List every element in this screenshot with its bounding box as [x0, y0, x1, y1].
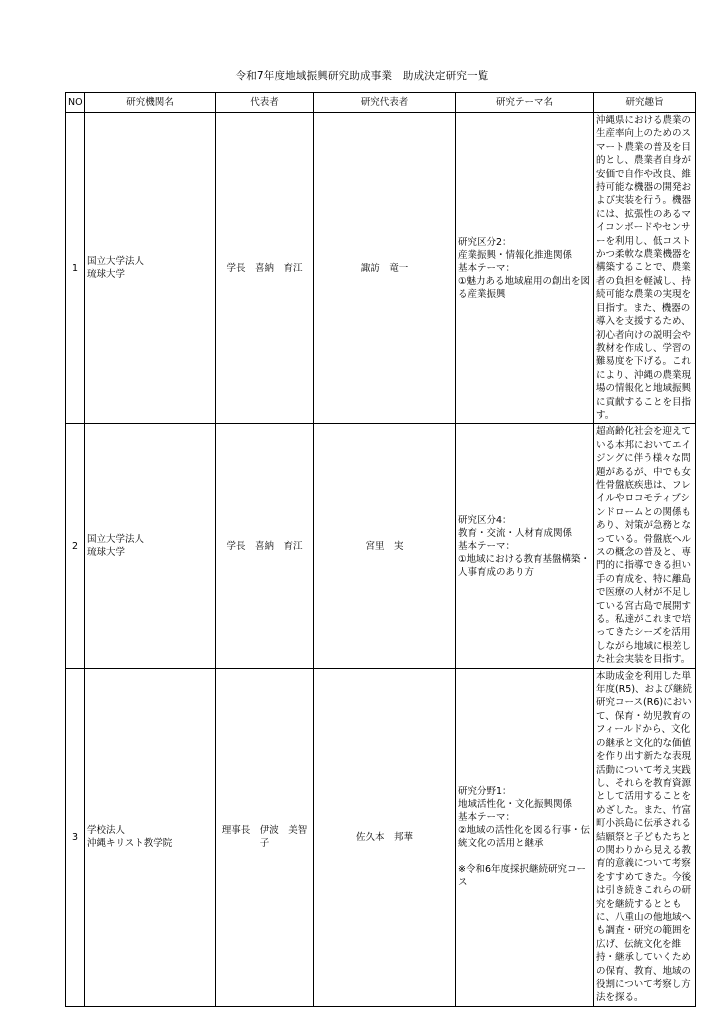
- row-representative: 学長 喜納 育江: [216, 113, 314, 424]
- header-theme: 研究テーマ名: [456, 93, 594, 113]
- row-lead-researcher: 佐久本 邦華: [314, 668, 456, 1006]
- table-header-row: [66, 93, 696, 113]
- row-no: 1: [66, 113, 85, 424]
- row-lead-researcher: 諏訪 竜一: [314, 113, 456, 424]
- header-representative: 代表者: [216, 93, 314, 113]
- row-summary: 超高齢化社会を迎えている本邦においてエイジングに伴う様々な問題があるが、中でも女性骨盤底疾患は、フレイルやロコモティブシンドロームとの関係もあり、対策が急務となっている。骨盤底ヘルスの概念の普及と、専門的に指導できる担い手の育成を、特に離島で医療の人材が不足している宮古島で展開する。私達がこれまで培ってきたシーズを活用しながら地域に根差した社会実装を目指す。: [594, 424, 696, 668]
- row-theme: 研究分野1： 地域活性化・文化振興関係 基本テーマ： ②地域の活性化を図る行事・伝統文化の活用と継承 ※令和6年度採択継続研究コース: [456, 668, 594, 1006]
- row-summary: 沖縄県における農業の生産率向上のためのスマート農業の普及を目的とし、農業者自身が安価で自作や改良、維持可能な機器の開発および実装を行う。機器には、拡張性のあるマイコンボードやセンサーを利用し、低コストかつ柔軟な農業機器を構築することで、農業者の負担を軽減し、持続可能な農業の実現を目指す。また、機器の導入を支援するため、初心者向けの説明会や教材を作成し、学習の難易度を下げる。これにより、沖縄の農業現場の情報化と地域振興に貢献することを目指す。: [594, 113, 696, 424]
- table-row: [66, 424, 696, 668]
- row-lead-researcher: 宮里 実: [314, 424, 456, 668]
- row-no: 3: [66, 668, 85, 1006]
- row-representative: 学長 喜納 育江: [216, 424, 314, 668]
- header-summary: 研究趣旨: [594, 93, 696, 113]
- row-institution: 国立大学法人 琉球大学: [85, 113, 216, 424]
- grant-results-table: [65, 92, 696, 1007]
- page-title: 令和7年度地域振興研究助成事業 助成決定研究一覧: [235, 70, 489, 82]
- table-row: [66, 113, 696, 424]
- row-theme: 研究区分4： 教育・交流・人材育成関係 基本テーマ： ①地域における教育基盤構築・人事育成のあり方: [456, 424, 594, 668]
- table-row: [66, 668, 696, 1006]
- header-no: NO: [66, 93, 85, 113]
- header-institution: 研究機関名: [85, 93, 216, 113]
- row-institution: 学校法人 沖縄キリスト教学院: [85, 668, 216, 1006]
- row-representative: 理事長 伊波 美智子: [216, 668, 314, 1006]
- row-institution: 国立大学法人 琉球大学: [85, 424, 216, 668]
- header-lead-researcher: 研究代表者: [314, 93, 456, 113]
- row-no: 2: [66, 424, 85, 668]
- row-summary: 本助成金を利用した単年度(R5)、および継続研究コース(R6)において、保育・幼児教育のフィールドから、文化の継承と文化的な価値を作り出す新たな表現活動について考え実践し、それらを教育資源として活用することをめざした。また、竹富町小浜島に伝承される結願祭と子どもたちとの関わりから見える教育的意義について考察をすすめてきた。今後は引き続きこれらの研究を継続するとともに、八重山の他地域へも調査・研究の範囲を広げ、伝統文化を維持・継承していくための保育、教育、地域の役割について考察し方法を探る。: [594, 668, 696, 1006]
- row-theme: 研究区分2： 産業振興・情報化推進関係 基本テーマ： ①魅力ある地域雇用の創出を図る産業振興: [456, 113, 594, 424]
